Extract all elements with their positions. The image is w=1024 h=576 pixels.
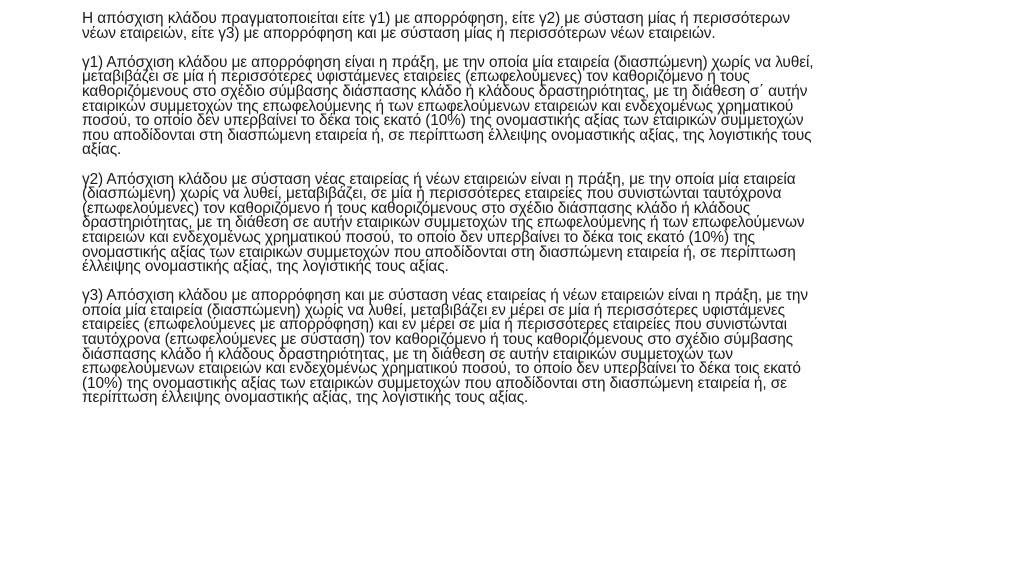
text-line: μεταβιβάζει σε μία ή περισσότερες υφιστάμενες εταιρείες (επωφελούμενες) τον καθοριζόμενο ή τους bbox=[82, 68, 750, 86]
text-line: ποσού, το οποίο δεν υπερβαίνει το δέκα τοις εκατό (10%) της ονομαστικής αξίας των εταιρικών συμμετοχών bbox=[82, 112, 804, 130]
text-line: γ2) Απόσχιση κλάδου με σύσταση νέας εταιρείας ή νέων εταιρειών είναι η πράξη, με την οποία μία εταιρεία bbox=[82, 170, 796, 188]
text-line: εταιρειών και ενδεχομένως χρηματικού ποσού, το οποίο δεν υπερβαίνει το δέκα τοις εκατό (10%) της bbox=[82, 228, 755, 246]
text-line: ονομαστικής αξίας των εταιρικών συμμετοχών που αποδίδονται στη διασπώμενη εταιρεία ή, σε περίπτωση bbox=[82, 243, 796, 261]
text-line: (διασπώμενη) χωρίς να λυθεί, μεταβιβάζει, σε μία ή περισσότερες εταιρείες που συνιστώνται ταυτόχρονα bbox=[82, 185, 782, 203]
slide-text-body bbox=[82, 12, 952, 421]
text-line: (10%) της ονομαστικής αξίας των εταιρικών συμμετοχών που αποδίδονται στη διασπώμενη εταιρεία ή, σε bbox=[82, 374, 787, 392]
text-line: γ3) Απόσχιση κλάδου με απορρόφηση και με σύσταση νέας εταιρείας ή νέων εταιρειών είναι η πράξη, με την bbox=[82, 287, 808, 305]
text-line: (επωφελούμενες) τον καθοριζόμενο ή τους καθοριζόμενους στο σχέδιο διάσπασης κλάδο ή κλάδους bbox=[82, 199, 751, 217]
text-line: έλλειψης ονομαστικής αξίας, της λογιστικής τους αξίας. bbox=[82, 258, 449, 276]
text-line: επωφελούμενων εταιρειών και ενδεχομένως χρηματικού ποσού, το οποίο δεν υπερβαίνει το δέκα τοις εκατό bbox=[82, 360, 801, 378]
text-line: Η απόσχιση κλάδου πραγματοποιείται είτε γ1) με απορρόφηση, είτε γ2) με σύσταση μίας ή περισσότερων bbox=[82, 10, 790, 27]
text-line: περίπτωση έλλειψης ονομαστικής αξίας, της λογιστικής τους αξίας. bbox=[82, 389, 529, 407]
text-line: δραστηριότητας, με τη διάθεση σε αυτήν εταιρικών συμμετοχών της επωφελούμενης ή των επωφελούμενων bbox=[82, 214, 805, 232]
text-line: αξίας. bbox=[82, 141, 122, 159]
paragraph-g2 bbox=[82, 170, 952, 276]
text-line: εταιρείες (επωφελούμενες με απορρόφηση) και εν μέρει σε μία ή περισσότερες εταιρείες που συνιστώνται bbox=[82, 316, 787, 334]
text-line: καθοριζόμενους στο σχέδιο σύμβασης διάσπασης κλάδο ή κλάδους δραστηριότητας, με τη διάθεση σ΄ αυτήν bbox=[82, 82, 808, 100]
paragraph-g3 bbox=[82, 289, 952, 406]
text-line: εταιρικών συμμετοχών της επωφελούμενης ή των επωφελούμενων εταιρειών και ενδεχομένως χρηματικού bbox=[82, 97, 794, 115]
paragraph-intro bbox=[82, 12, 952, 41]
text-line: ταυτόχρονα (επωφελούμενες με σύσταση) τον καθοριζόμενο ή τους καθοριζόμενους στο σχέδιο σύμβασης bbox=[82, 331, 793, 349]
text-line: νέων εταιρειών, είτε γ3) με απορρόφηση και με σύσταση μίας ή περισσότερων νέων εταιρειών. bbox=[82, 24, 716, 42]
paragraph-g1 bbox=[82, 53, 952, 159]
text-line: διάσπασης κλάδο ή κλάδους δραστηριότητας, με τη διάθεση σε αυτήν εταιρικών συμμετοχών των bbox=[82, 345, 733, 363]
text-line: οποία μία εταιρεία (διασπώμενη) χωρίς να λυθεί, μεταβιβάζει εν μέρει σε μία ή περισσότερες υφιστάμενες bbox=[82, 301, 785, 319]
text-line: που αποδίδονται στη διασπώμενη εταιρεία ή, σε περίπτωση έλλειψης ονομαστικής αξίας, της λογιστικής τους bbox=[82, 126, 812, 144]
text-line: γ1) Απόσχιση κλάδου με απορρόφηση είναι η πράξη, με την οποία μία εταιρεία (διασπώμενη) χωρίς να λυθεί, bbox=[82, 53, 814, 71]
